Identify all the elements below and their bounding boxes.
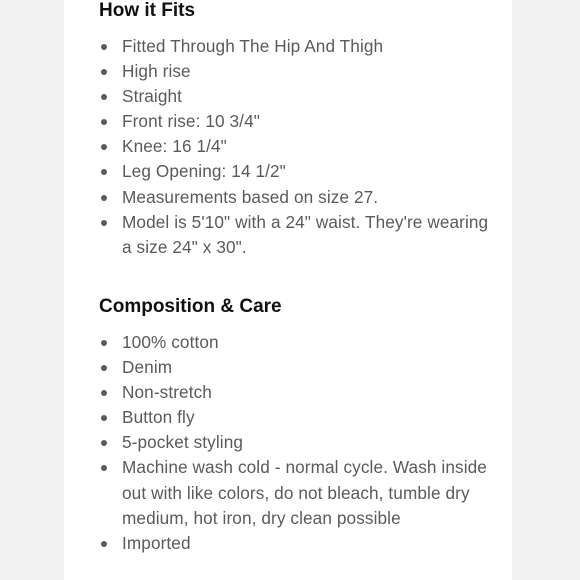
- list-item-text: Straight: [122, 86, 183, 107]
- list-item-text: 5-pocket styling: [122, 432, 244, 453]
- list-item-text: Leg Opening: 14 1/2": [122, 161, 286, 182]
- composition-care-section: [99, 296, 499, 556]
- list-item-text: Imported: [122, 532, 191, 553]
- list-item: [99, 34, 499, 59]
- bullet-icon: [101, 440, 107, 446]
- list-item: [99, 380, 499, 405]
- list-item-text: Fitted Through The Hip And Thigh: [122, 36, 384, 56]
- bullet-icon: [101, 94, 107, 100]
- list-item-text: 100% cotton: [122, 332, 219, 352]
- list-item: [99, 59, 499, 84]
- list-item: [99, 185, 499, 210]
- list-item: [99, 531, 499, 556]
- list-item: [99, 405, 499, 430]
- list-item: [99, 430, 499, 455]
- list-item: [99, 109, 499, 134]
- bullet-icon: [101, 119, 107, 125]
- bullet-icon: [101, 541, 107, 547]
- bullet-icon: [101, 44, 107, 50]
- bullet-icon: [101, 69, 107, 75]
- list-item: [99, 159, 499, 184]
- bullet-icon: [101, 365, 107, 371]
- bullet-icon: [101, 415, 107, 421]
- list-item-text: Button fly: [122, 407, 195, 428]
- list-item-text: Machine wash cold - normal cycle. Wash inside out with like colors, do not bleach, tumble dry medium, hot iron, dry clean possible: [122, 457, 487, 528]
- list-item: [99, 210, 499, 260]
- composition-care-heading: Composition & Care: [99, 296, 282, 317]
- how-it-fits-section: [99, 0, 499, 260]
- list-item: [99, 330, 499, 355]
- fit-list: [99, 34, 499, 260]
- list-item-text: Front rise: 10 3/4": [122, 111, 260, 132]
- list-item-text: Model is 5'10" with a 24" waist. They're wearing a size 24" x 30".: [122, 211, 489, 257]
- bullet-icon: [101, 390, 107, 396]
- list-item-text: Measurements based on size 27.: [122, 186, 379, 207]
- list-item-text: Knee: 16 1/4": [122, 136, 227, 157]
- how-it-fits-heading: How it Fits: [99, 0, 196, 21]
- bullet-icon: [101, 144, 107, 150]
- bullet-icon: [101, 195, 107, 201]
- bullet-icon: [101, 169, 107, 175]
- bullet-icon: [101, 220, 107, 226]
- bullet-icon: [101, 465, 107, 471]
- list-item: [99, 134, 499, 159]
- list-item-text: High rise: [122, 61, 191, 82]
- list-item-text: Non-stretch: [122, 382, 212, 403]
- list-item-text: Denim: [122, 357, 173, 378]
- care-list: [99, 330, 499, 556]
- list-item: [99, 84, 499, 109]
- list-item: [99, 455, 499, 530]
- list-item: [99, 355, 499, 380]
- bullet-icon: [101, 340, 107, 346]
